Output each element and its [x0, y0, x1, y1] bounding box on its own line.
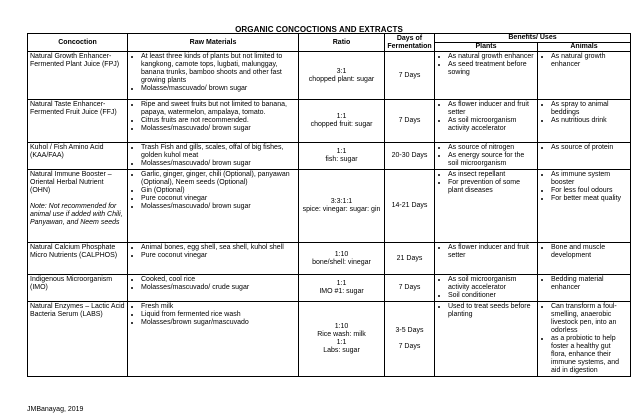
list-item: • As natural growth enhancer — [448, 53, 535, 61]
ratio-cell-line: 1:1 — [336, 339, 347, 346]
list-item: • As immune system booster — [551, 171, 628, 187]
list-item: • At least three kinds of plants but not limited to kangkong, camote tops, lugbati, malunggay, banana trunks, bamboo shoots and other fast growing plants — [141, 53, 296, 85]
ratio-cell — [299, 143, 385, 170]
plants-cell — [435, 143, 538, 170]
plants-cell — [435, 302, 538, 377]
concoction-name: Natural Growth Enhancer- Fermented Plant Juice (FPJ) — [30, 53, 120, 68]
list-item: • Bedding material enhancer — [551, 276, 628, 292]
concoction-name: Natural Calcium Phosphate Micro Nutrients (CALPHOS) — [30, 244, 118, 259]
list-item: • Bone and muscle development — [551, 244, 628, 260]
list-item: • Molasses/mascuvado/ brown sugar — [141, 160, 296, 168]
list-item: • As spray to animal beddings — [551, 101, 628, 117]
plants-cell — [435, 100, 538, 143]
days-cell-line: 7 Days — [398, 117, 421, 124]
list-item: • As nutritious drink — [551, 117, 628, 125]
header-days: Days of Fermentation — [385, 34, 435, 52]
table-row — [28, 143, 631, 170]
concoctions-table — [27, 33, 631, 377]
days-cell-line: 14-21 Days — [391, 202, 428, 209]
header-animals: Animals — [538, 43, 631, 52]
document-title: ORGANIC CONCOCTIONS AND EXTRACTS — [235, 25, 403, 34]
plants-cell — [435, 243, 538, 275]
ratio-cell — [299, 275, 385, 302]
list-item: • As natural growth enhancer — [551, 53, 628, 69]
raw-materials-cell — [128, 275, 299, 302]
concoction-cell — [28, 143, 128, 170]
ratio-cell-line: spice: vinegar: sugar: gin — [302, 206, 381, 213]
header-raw-materials: Raw Materials — [128, 34, 299, 52]
days-cell-line: 3-5 Days — [395, 327, 424, 334]
concoction-name: Natural Taste Enhancer- Fermented Fruit Juice (FFJ) — [30, 101, 117, 116]
animals-cell — [538, 100, 631, 143]
list-item: • As soil microorganism activity accelerator — [448, 117, 535, 133]
days-cell-line: 21 Days — [396, 254, 423, 262]
list-item: • Pure coconut vinegar — [141, 195, 296, 203]
ratio-cell-line: fish: sugar — [325, 156, 358, 163]
ratio-cell-line: Rice wash: milk — [317, 331, 366, 338]
table-row — [28, 243, 631, 275]
list-item: • For less foul odours — [551, 187, 628, 195]
header-row — [28, 34, 631, 43]
concoction-name: Kuhol / Fish Amino Acid (KAA/FAA) — [30, 144, 104, 159]
ratio-cell — [299, 100, 385, 143]
list-item: • As source of nitrogen — [448, 144, 535, 152]
days-cell — [385, 170, 435, 243]
ratio-cell-line: 3:1 — [336, 67, 347, 75]
list-item: • As source of protein — [551, 144, 628, 152]
concoction-note: Note: Not recommended for animal use if added with Chili, Panyawan, and Neem seeds — [30, 203, 123, 226]
ratio-cell-line: 1:10 — [334, 323, 349, 330]
raw-materials-cell — [128, 170, 299, 243]
author-credit: JMBanayag, 2019 — [27, 406, 84, 413]
list-item: • Liquid from fermented rice wash — [141, 311, 296, 319]
concoction-cell — [28, 100, 128, 143]
table-row — [28, 52, 631, 100]
list-item: • For prevention of some plant diseases — [448, 179, 535, 195]
list-item: • Trash Fish and gills, scales, offal of big fishes, golden kuhol meat — [141, 144, 296, 160]
concoction-name: Natural Immune Booster – Oriental Herbal Nutrient (OHN) — [30, 171, 112, 194]
header-concoction: Concoction — [28, 34, 128, 52]
list-item: • Used to treat seeds before planting — [448, 303, 535, 319]
raw-materials-cell — [128, 302, 299, 377]
days-cell — [385, 143, 435, 170]
days-cell-line: 7 Days — [398, 284, 421, 291]
list-item: • Soil conditioner — [448, 292, 535, 300]
list-item: • Can transform a foul-smelling, anaerobic livestock pen, into an odorless — [551, 303, 628, 335]
list-item: • As insect repellant — [448, 171, 535, 179]
concoction-cell — [28, 243, 128, 275]
list-item: • Citrus fruits are not recommended. — [141, 117, 296, 125]
plants-cell — [435, 275, 538, 302]
list-item: • Fresh milk — [141, 303, 296, 311]
days-cell-line — [387, 335, 432, 343]
animals-cell — [538, 52, 631, 100]
ratio-cell — [299, 170, 385, 243]
ratio-cell-line: bone/shell: vinegar — [312, 258, 371, 266]
ratio-cell-line: chopped plant: sugar — [308, 75, 375, 83]
days-cell-line: 7 Days — [398, 343, 421, 350]
days-cell — [385, 275, 435, 302]
concoction-cell — [28, 52, 128, 100]
raw-materials-cell — [128, 100, 299, 143]
table-row — [28, 302, 631, 377]
header-plants: Plants — [435, 43, 538, 52]
list-item: • As flower inducer and fruit setter — [448, 244, 535, 260]
concoction-name: Natural Enzymes – Lactic Acid Bacteria Serum (LABS) — [30, 303, 125, 318]
concoction-cell — [28, 302, 128, 377]
list-item: • as a probiotic to help foster a healthy gut flora, enhance their immune systems, and aid in digestion — [551, 335, 628, 375]
ratio-cell-line: IMO #1: sugar — [319, 288, 364, 295]
list-item: • Ripe and sweet fruits but not limited to banana, papaya, watermelon, ampalaya, tomato. — [141, 101, 296, 117]
plants-cell — [435, 170, 538, 243]
days-cell-line: 7 Days — [398, 71, 421, 79]
concoction-cell — [28, 275, 128, 302]
list-item: • Molasses/mascuvado/ brown sugar — [141, 203, 296, 211]
table-row — [28, 100, 631, 143]
animals-cell — [538, 302, 631, 377]
days-cell — [385, 243, 435, 275]
ratio-cell-line: 1:10 — [334, 250, 349, 258]
header-ratio: Ratio — [299, 34, 385, 52]
ratio-cell-line: 1:1 — [336, 148, 347, 155]
list-item: • Animal bones, egg shell, sea shell, kuhol shell — [141, 244, 296, 252]
ratio-cell-line: 3:3:1:1 — [330, 198, 353, 205]
list-item: • For better meat quality — [551, 195, 628, 203]
ratio-cell — [299, 243, 385, 275]
ratio-cell — [299, 302, 385, 377]
animals-cell — [538, 243, 631, 275]
ratio-cell-line: Labs: sugar — [323, 347, 360, 354]
table-body — [28, 52, 631, 377]
days-cell — [385, 302, 435, 377]
list-item: • Molasses/brown sugar/mascuvado — [141, 319, 296, 327]
list-item: • Garlic, ginger, ginger, chili (Optional), panyawan (Optional), Neem seeds (Optional) — [141, 171, 296, 187]
days-cell — [385, 52, 435, 100]
raw-materials-cell — [128, 243, 299, 275]
list-item: • As energy source for the soil microorganism — [448, 152, 535, 168]
list-item: • Molasse/mascuvado/ brown sugar — [141, 85, 296, 93]
list-item: • Molasses/mascuvado/ brown sugar — [141, 125, 296, 133]
list-item: • As soil microorganism activity accelerator — [448, 276, 535, 292]
list-item: • Molasses/mascuvado/ crude sugar — [141, 284, 296, 292]
concoction-cell — [28, 170, 128, 243]
raw-materials-cell — [128, 143, 299, 170]
list-item: • As flower inducer and fruit setter — [448, 101, 535, 117]
list-item: • Gin (Optional) — [141, 187, 296, 195]
days-cell-line: 20-30 Days — [391, 152, 428, 159]
list-item: • As seed treatment before sowing — [448, 61, 535, 77]
ratio-cell-line: chopped fruit: sugar — [310, 121, 373, 128]
table-row — [28, 275, 631, 302]
ratio-cell — [299, 52, 385, 100]
header-benefits: Benefits/ Uses — [435, 34, 631, 43]
list-item: • Cooked, cool rice — [141, 276, 296, 284]
days-cell — [385, 100, 435, 143]
plants-cell — [435, 52, 538, 100]
ratio-cell-line: 1:1 — [336, 280, 347, 287]
animals-cell — [538, 170, 631, 243]
concoction-name: Indigenous Microorganism (IMO) — [30, 276, 113, 291]
table-row — [28, 170, 631, 243]
animals-cell — [538, 143, 631, 170]
raw-materials-cell — [128, 52, 299, 100]
list-item: • Pure coconut vinegar — [141, 252, 296, 260]
ratio-cell-line: 1:1 — [336, 113, 347, 120]
animals-cell — [538, 275, 631, 302]
